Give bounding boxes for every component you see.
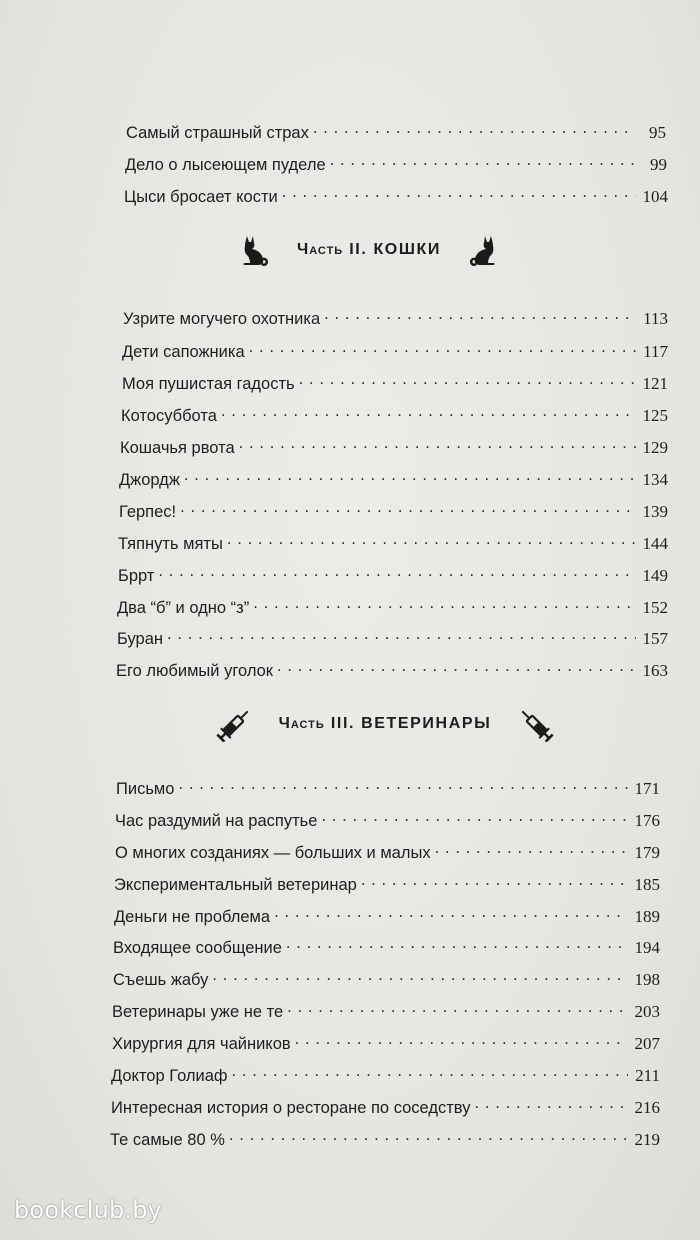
part-numeral: II. (349, 241, 368, 258)
toc-entry-page: 125 (642, 406, 668, 425)
toc-entry-title: Деньги не проблема (114, 908, 271, 926)
toc-entry-page: 152 (642, 598, 668, 617)
toc-entry-title: Котосуббота (121, 407, 217, 425)
toc-entry-page: 185 (634, 875, 660, 894)
toc-entry (122, 337, 668, 362)
toc-entry-title: Хирургия для чайников (112, 1035, 291, 1053)
dot-leader (180, 497, 636, 517)
dot-leader (321, 806, 628, 826)
toc-entry-title: Самый страшный страх (126, 124, 309, 142)
dot-leader (167, 624, 636, 644)
dot-leader (158, 561, 636, 581)
dot-leader (232, 1061, 629, 1081)
toc-entry-page: 203 (634, 1002, 660, 1021)
toc-entry-title: Ветеринары уже не те (112, 1003, 284, 1021)
part-heading (150, 232, 590, 268)
dot-leader (324, 304, 636, 324)
toc-entry (115, 838, 660, 863)
dot-leader (330, 150, 635, 170)
dot-leader (282, 182, 636, 202)
toc-entry-page: 121 (642, 374, 668, 393)
toc-entry (124, 182, 668, 207)
dot-leader (361, 870, 628, 890)
toc-entry-page: 219 (634, 1130, 660, 1149)
toc-entry (114, 870, 660, 895)
dot-leader (184, 465, 636, 485)
toc-entry (115, 806, 660, 831)
dot-leader (313, 118, 634, 138)
part-numeral: III. (330, 715, 356, 732)
toc-entry-title: Интересная история о ресторане по соседству (111, 1099, 471, 1117)
toc-entry-title: Буран (117, 630, 163, 648)
toc-entry (123, 304, 668, 329)
toc-entry-page: 157 (642, 629, 668, 648)
toc-entry (112, 1029, 660, 1054)
part-label: Часть (296, 241, 344, 258)
dot-leader (295, 1029, 628, 1049)
toc-entry-page: 99 (650, 155, 667, 174)
toc-entry-page: 194 (634, 938, 660, 957)
toc-entry-page: 171 (634, 779, 660, 798)
toc-entry-title: Доктор Голиаф (111, 1067, 228, 1085)
toc-entry-title: О многих созданиях — больших и малых (115, 844, 431, 862)
toc-entry (119, 497, 668, 522)
toc-entry (113, 933, 660, 958)
toc-entry (116, 656, 668, 681)
toc-entry (121, 401, 668, 426)
dot-leader (178, 774, 628, 794)
dot-leader (287, 997, 628, 1017)
toc-entry-title: Съешь жабу (113, 971, 209, 989)
toc-entry (111, 1061, 660, 1086)
site-watermark: bookclub.by (14, 1196, 163, 1224)
part-title (279, 715, 492, 733)
dot-leader (286, 933, 628, 953)
toc-entry-page: 117 (643, 342, 668, 361)
toc-entry (116, 774, 660, 799)
toc-entry-title: Кошачья рвота (120, 439, 235, 457)
toc-entry-title: Бррт (118, 567, 155, 585)
toc-entry (122, 369, 668, 394)
toc-entry-page: 211 (635, 1066, 660, 1085)
part-name: КОШКИ (373, 241, 441, 258)
toc-entry-title: Дело о лысеющем пуделе (125, 156, 326, 174)
dot-leader (221, 401, 636, 421)
toc-entry-page: 207 (634, 1034, 660, 1053)
syringe-icon (213, 706, 257, 742)
toc-entry-page: 198 (634, 970, 660, 989)
toc-entry (126, 118, 666, 143)
toc-entry-page: 139 (642, 502, 668, 521)
cat-icon (241, 234, 269, 266)
toc-entry-page: 129 (642, 438, 668, 457)
syringe-icon (513, 706, 557, 742)
dot-leader (277, 656, 636, 676)
toc-entry-title: Экспериментальный ветеринар (114, 876, 357, 894)
toc-entry-title: Узрите могучего охотника (123, 310, 321, 328)
dot-leader (274, 902, 628, 922)
toc-entry-title: Его любимый уголок (116, 662, 274, 680)
part-heading (190, 706, 580, 742)
toc-entry-title: Письмо (116, 780, 175, 798)
toc-entry (117, 624, 668, 649)
dot-leader (253, 593, 636, 613)
toc-entry-title: Тяпнуть мяты (118, 535, 223, 553)
toc-entry (119, 465, 668, 490)
toc-entry (114, 902, 660, 927)
toc-entry (112, 997, 660, 1022)
toc-entry (111, 1093, 660, 1118)
dot-leader (299, 369, 636, 389)
toc-entry-page: 216 (634, 1098, 660, 1117)
toc-entry (118, 561, 668, 586)
dot-leader (227, 529, 636, 549)
dot-leader (212, 965, 628, 985)
toc-entry-title: Герпес! (119, 503, 177, 521)
toc-entry-page: 104 (642, 187, 668, 206)
toc-entry (120, 433, 668, 458)
toc-entry-title: Джордж (119, 471, 180, 489)
toc-entry-title: Дети сапожника (122, 343, 245, 361)
toc-entry (118, 529, 668, 554)
toc-entry-page: 149 (642, 566, 668, 585)
part-name: ВЕТЕРИНАРЫ (361, 715, 492, 732)
dot-leader (239, 433, 636, 453)
toc-entry-page: 113 (643, 309, 668, 328)
toc-entry-title: Два “б” и одно “з” (117, 599, 250, 617)
toc-entry-title: Час раздумий на распутье (115, 812, 318, 830)
toc-entry-title: Входящее сообщение (113, 939, 282, 957)
toc-entry-title: Те самые 80 % (110, 1131, 225, 1149)
part-title (297, 241, 441, 259)
dot-leader (474, 1093, 628, 1113)
toc-entry-page: 144 (642, 534, 668, 553)
toc-entry (125, 150, 667, 175)
toc-entry (113, 965, 660, 990)
toc-entry-page: 134 (642, 470, 668, 489)
toc-entry-page: 189 (634, 907, 660, 926)
dot-leader (249, 337, 636, 357)
toc-entry-page: 163 (642, 661, 668, 680)
toc-entry (110, 1125, 660, 1150)
dot-leader (435, 838, 628, 858)
part-label: Часть (278, 715, 325, 732)
cat-icon (469, 234, 499, 266)
toc-entry-page: 179 (634, 843, 660, 862)
toc-entry-page: 95 (649, 123, 666, 142)
toc-entry-title: Цыси бросает кости (124, 188, 278, 206)
toc-entry-title: Моя пушистая гадость (122, 375, 295, 393)
toc-entry (117, 593, 668, 618)
toc-entry-page: 176 (634, 811, 660, 830)
dot-leader (229, 1125, 628, 1145)
